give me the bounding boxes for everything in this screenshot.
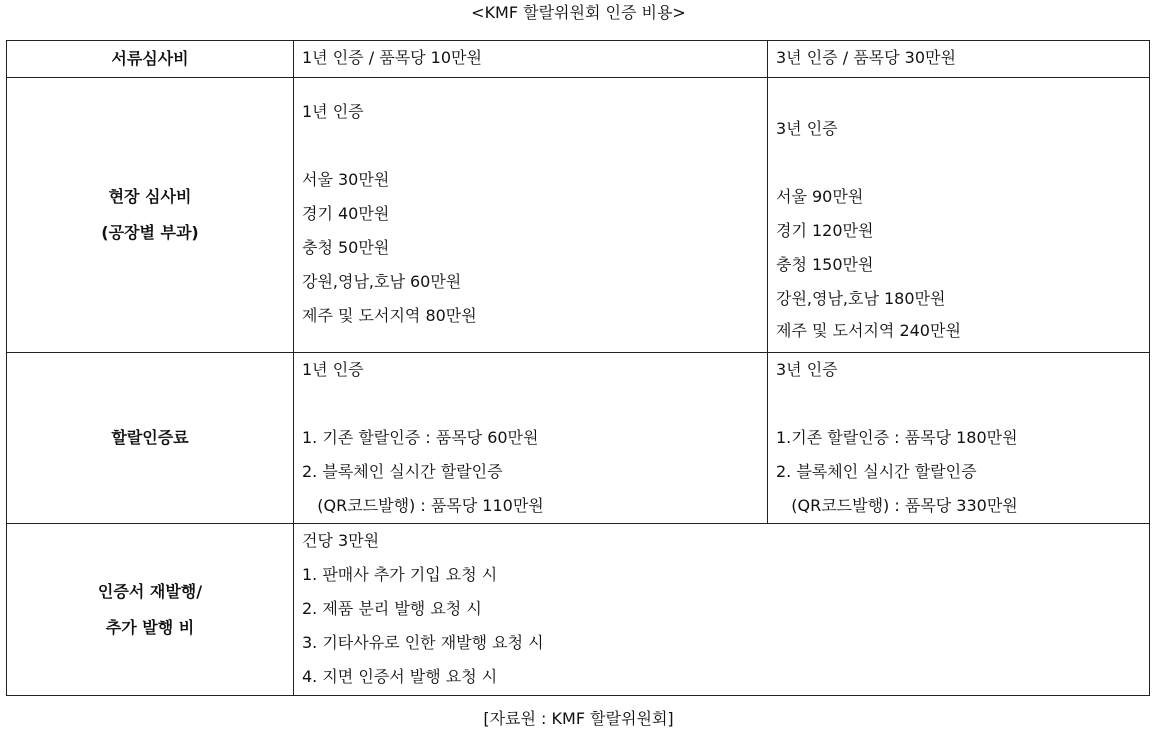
label-cert-fee: 할랄인증료: [7, 353, 294, 524]
list-item: 강원,영남,호남 60만원: [302, 272, 462, 291]
cert-fee-one-year: [294, 353, 768, 524]
label-site-fee-line2: (공장별 부과): [101, 223, 199, 242]
table-row-document-fee: [7, 41, 1150, 78]
list-item: 3. 기타사유로 인한 재발행 요청 시: [302, 633, 544, 652]
label-reissue-fee: [7, 524, 294, 696]
label-site-fee: [7, 78, 294, 353]
list-item: 제주 및 도서지역 240만원: [776, 321, 961, 340]
list-item: (QR코드발행) : 품목당 330만원: [776, 496, 1018, 515]
list-item: 2. 블록체인 실시간 할랄인증: [776, 462, 977, 481]
list-item: 2. 블록체인 실시간 할랄인증: [302, 462, 503, 481]
document-title: <KMF 할랄위원회 인증 비용>: [471, 3, 686, 22]
list-item: 충청 150만원: [776, 255, 874, 274]
list-item: 2. 제품 분리 발행 요청 시: [302, 599, 482, 618]
site-fee-one-year-heading: 1년 인증: [302, 102, 364, 121]
list-item: 서울 90만원: [776, 187, 864, 206]
table-row-reissue-fee: [7, 524, 1150, 696]
list-item: 1. 기존 할랄인증 : 품목당 60만원: [302, 428, 539, 447]
list-item: 경기 40만원: [302, 204, 390, 223]
document-fee-one-year: 1년 인증 / 품목당 10만원: [294, 41, 768, 78]
list-item: 4. 지면 인증서 발행 요청 시: [302, 667, 498, 686]
site-fee-three-year-heading: 3년 인증: [776, 119, 838, 138]
cost-table: [6, 40, 1150, 696]
site-fee-three-year: [768, 78, 1150, 353]
cert-fee-three-year-heading: 3년 인증: [776, 360, 838, 379]
spacer: [776, 146, 1149, 180]
list-item: 건당 3만원: [302, 531, 380, 550]
label-reissue-fee-line1: 인증서 재발행/: [97, 581, 203, 601]
table-row-cert-fee: [7, 353, 1150, 524]
list-item: 강원,영남,호남 180만원: [776, 289, 946, 308]
spacer: [776, 387, 1149, 421]
label-reissue-fee-line2: 추가 발행 비: [105, 617, 195, 637]
source-note: [자료원 : KMF 할랄위원회]: [483, 709, 674, 728]
list-item: 충청 50만원: [302, 238, 390, 257]
spacer: [302, 129, 767, 163]
list-item: 경기 120만원: [776, 221, 874, 240]
cert-fee-one-year-heading: 1년 인증: [302, 360, 364, 379]
reissue-fee-details: [294, 524, 1150, 696]
site-fee-one-year: [294, 78, 768, 353]
list-item: 1. 판매사 추가 기입 요청 시: [302, 565, 498, 584]
list-item: (QR코드발행) : 품목당 110만원: [302, 496, 544, 515]
document-fee-three-year: 3년 인증 / 품목당 30만원: [768, 41, 1150, 78]
spacer: [302, 387, 767, 421]
list-item: 1.기존 할랄인증 : 품목당 180만원: [776, 428, 1018, 447]
table-row-site-fee: [7, 78, 1150, 353]
list-item: 서울 30만원: [302, 170, 390, 189]
label-document-fee: 서류심사비: [7, 41, 294, 78]
label-site-fee-line1: 현장 심사비: [108, 187, 192, 206]
cert-fee-three-year: [768, 353, 1150, 524]
list-item: 제주 및 도서지역 80만원: [302, 306, 477, 325]
